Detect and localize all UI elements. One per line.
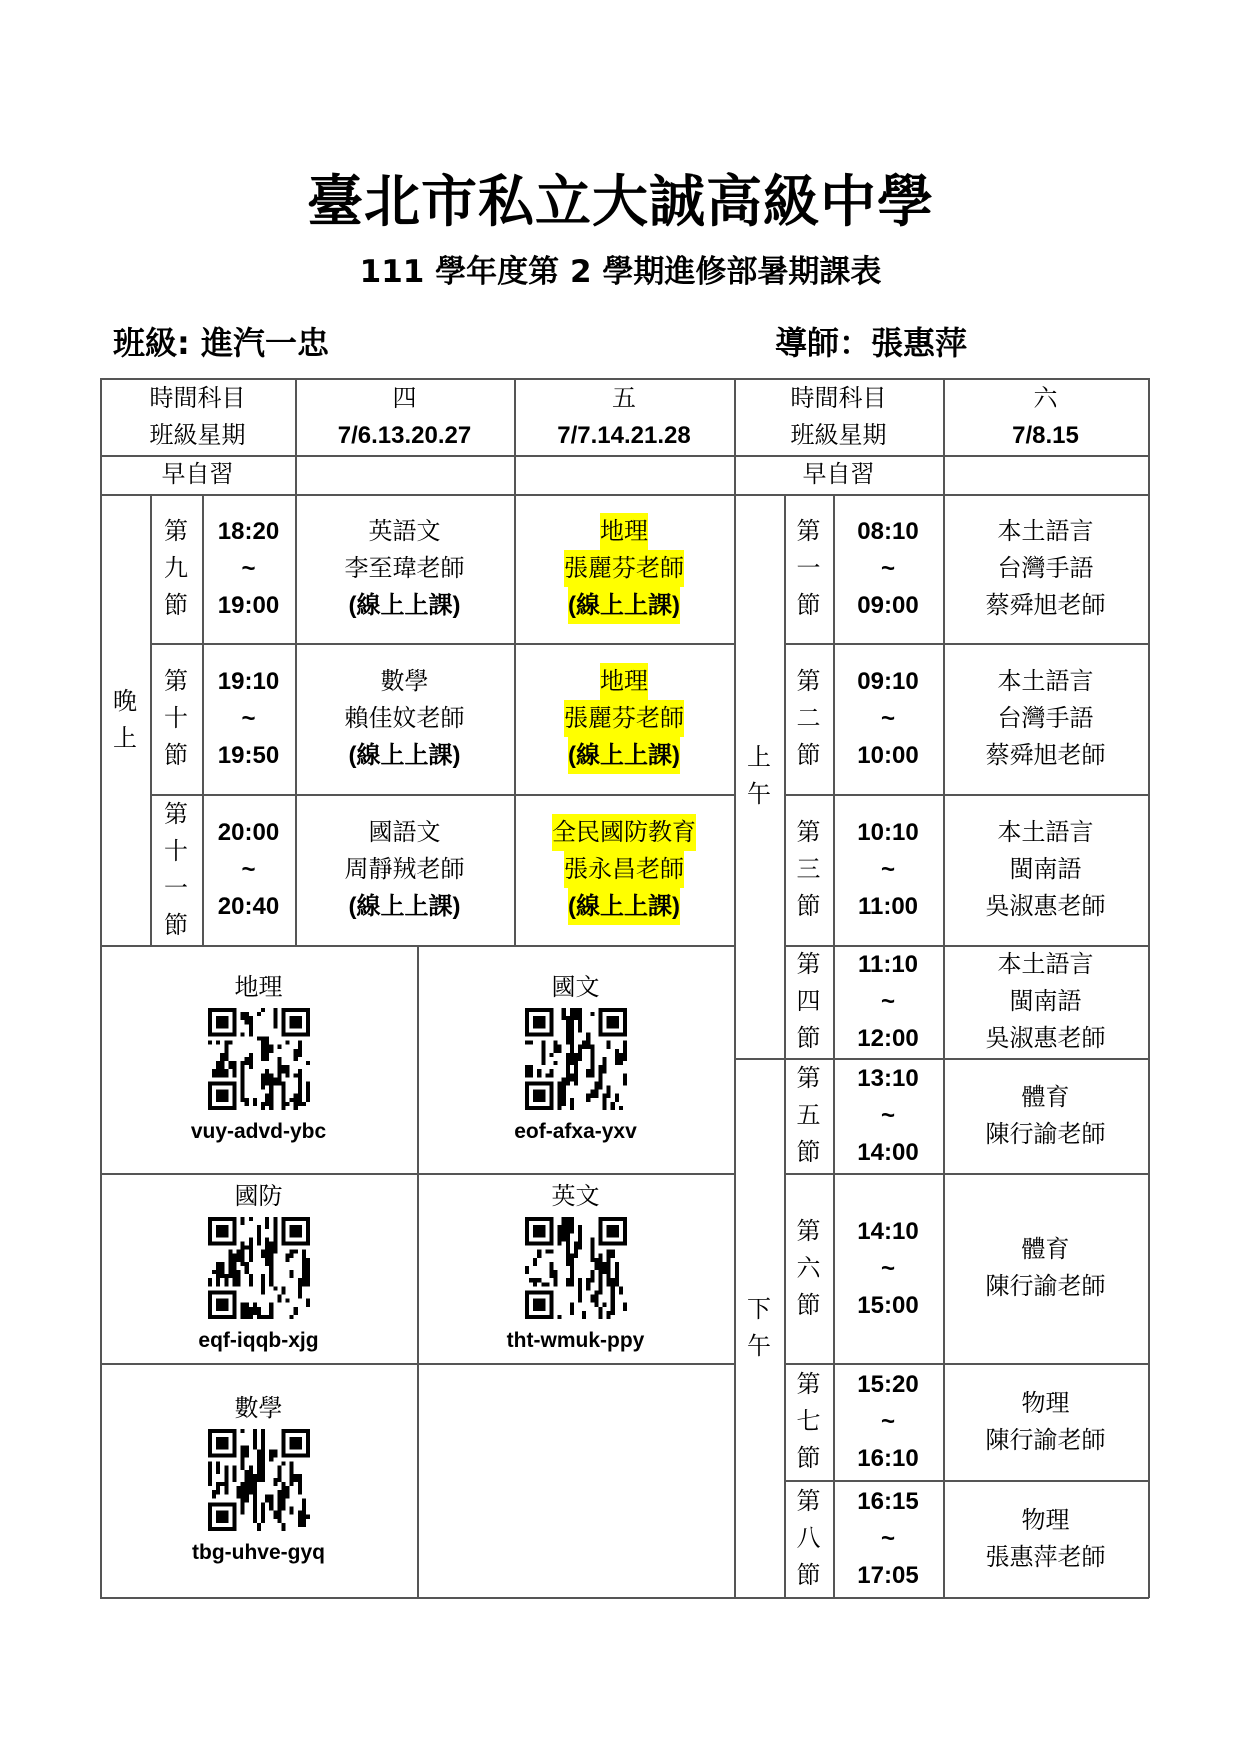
qr-code-cell[interactable] xyxy=(100,945,417,1173)
end-time: 19:00 xyxy=(217,592,280,619)
afternoon-label-char: 下 xyxy=(747,1294,771,1323)
saturday-course xyxy=(943,1480,1148,1597)
corner-header-top: 時間科目 xyxy=(149,383,246,412)
course-line: 閩南語 xyxy=(1009,855,1082,883)
time-cell xyxy=(833,794,943,945)
thursday-header xyxy=(295,378,514,455)
end-time: 11:00 xyxy=(857,893,919,920)
qr-code-cell[interactable] xyxy=(100,1173,417,1363)
saturday-course xyxy=(943,494,1148,643)
period-char: 十 xyxy=(164,704,188,732)
friday-course xyxy=(514,794,734,945)
period-char: 第 xyxy=(164,517,188,545)
start-time: 09:10 xyxy=(857,668,919,695)
course-line: 體育 xyxy=(1021,1082,1070,1111)
meeting-code: eof-afxa-yxv xyxy=(514,1120,637,1143)
course-line: 台灣手語 xyxy=(997,704,1094,732)
time-tilde: ~ xyxy=(241,705,256,732)
period-cell xyxy=(784,1363,833,1480)
time-tilde: ~ xyxy=(880,1408,895,1435)
thursday-course xyxy=(295,794,514,945)
period-char: 第 xyxy=(796,1216,821,1245)
start-time: 19:10 xyxy=(217,668,280,695)
class-label: 班級: 進汽一忠 xyxy=(113,324,329,362)
friday-course xyxy=(514,494,734,643)
qr-code-cell[interactable] xyxy=(417,1173,734,1363)
period-char: 第 xyxy=(796,1487,821,1515)
evening-label xyxy=(100,494,150,945)
course-line: 蔡舜旭老師 xyxy=(985,741,1106,769)
course-line: 本土語言 xyxy=(997,667,1094,695)
period-char: 節 xyxy=(796,1561,821,1589)
corner-header-saturday xyxy=(734,378,943,455)
start-time: 16:15 xyxy=(857,1488,919,1515)
evening-label-char: 上 xyxy=(113,723,137,752)
qr-code-cell[interactable] xyxy=(417,945,734,1173)
table-grid-line xyxy=(1148,378,1150,1598)
saturday-dates: 7/8.15 xyxy=(1012,421,1079,449)
period-cell xyxy=(784,794,833,945)
course-line-highlighted: 張麗芬老師 xyxy=(564,550,684,587)
friday-header xyxy=(514,378,734,455)
morning-label-char: 上 xyxy=(747,743,771,771)
qr-subject-label: 數學 xyxy=(234,1394,283,1422)
qr-code-icon xyxy=(525,1217,627,1319)
course-line-highlighted: (線上上課) xyxy=(568,737,680,774)
thursday-course xyxy=(295,494,514,643)
qr-subject-label: 國防 xyxy=(234,1182,283,1210)
morning-study-label: 早自習 xyxy=(802,460,875,488)
period-cell xyxy=(150,794,202,945)
period-cell xyxy=(150,643,202,794)
time-tilde: ~ xyxy=(880,705,895,732)
course-line: 物理 xyxy=(1021,1388,1070,1417)
course-line: (線上上課) xyxy=(348,893,461,920)
period-char: 一 xyxy=(796,554,821,582)
course-line: 吳淑惠老師 xyxy=(985,1024,1106,1052)
course-line: 本土語言 xyxy=(997,950,1094,978)
qr-code-icon xyxy=(208,1008,310,1110)
meeting-code: tht-wmuk-ppy xyxy=(506,1329,645,1352)
period-char: 六 xyxy=(796,1253,821,1282)
time-cell xyxy=(833,945,943,1058)
qr-subject-label: 地理 xyxy=(234,973,283,1001)
friday-dates: 7/7.14.21.28 xyxy=(557,421,691,449)
end-time: 17:05 xyxy=(857,1562,919,1589)
thursday-dates: 7/6.13.20.27 xyxy=(337,421,472,449)
corner-header xyxy=(100,378,295,455)
course-line: 台灣手語 xyxy=(997,554,1094,582)
corner-header-bottom: 班級星期 xyxy=(790,420,887,449)
meeting-code: eqf-iqqb-xjg xyxy=(198,1329,319,1352)
period-char: 第 xyxy=(164,667,188,695)
thursday-label: 四 xyxy=(392,383,417,412)
course-line: 數學 xyxy=(380,667,429,695)
period-char: 五 xyxy=(796,1101,821,1129)
course-line: 陳行諭老師 xyxy=(985,1119,1106,1148)
saturday-course xyxy=(943,643,1148,794)
period-char: 節 xyxy=(796,1138,821,1166)
morning-study-left xyxy=(100,455,295,494)
morning-study-label: 早自習 xyxy=(161,460,234,488)
saturday-course xyxy=(943,1363,1148,1480)
course-line-highlighted: 張永昌老師 xyxy=(564,851,684,888)
morning-study-right xyxy=(734,455,943,494)
course-line-highlighted: 地理 xyxy=(600,663,648,700)
period-char: 第 xyxy=(796,517,821,545)
end-time: 19:50 xyxy=(217,742,280,769)
period-char: 節 xyxy=(164,910,188,939)
afternoon-label-char: 午 xyxy=(747,1331,771,1360)
tutor-label: 導師：張惠萍 xyxy=(775,324,968,362)
end-time: 09:00 xyxy=(857,592,919,619)
period-char: 節 xyxy=(796,1444,821,1472)
friday-course xyxy=(514,643,734,794)
period-char: 十 xyxy=(164,836,188,865)
saturday-course xyxy=(943,1058,1148,1173)
time-cell xyxy=(833,643,943,794)
saturday-course xyxy=(943,1173,1148,1363)
period-char: 七 xyxy=(796,1407,821,1435)
period-char: 節 xyxy=(164,741,188,769)
meeting-code: vuy-advd-ybc xyxy=(190,1120,327,1143)
start-time: 15:20 xyxy=(857,1371,919,1398)
afternoon-label xyxy=(734,1058,784,1597)
time-tilde: ~ xyxy=(880,988,895,1015)
period-char: 四 xyxy=(796,987,821,1015)
course-line-highlighted: 地理 xyxy=(600,513,648,550)
period-char: 二 xyxy=(796,704,821,732)
time-cell xyxy=(202,494,295,643)
course-line: 體育 xyxy=(1021,1235,1070,1263)
end-time: 20:40 xyxy=(217,893,280,920)
course-line: 英語文 xyxy=(368,517,441,545)
time-cell xyxy=(833,1363,943,1480)
end-time: 15:00 xyxy=(857,1291,919,1319)
course-line-highlighted: 全民國防教育 xyxy=(552,814,696,851)
evening-label-char: 晚 xyxy=(113,686,137,715)
period-char: 節 xyxy=(796,591,821,619)
time-tilde: ~ xyxy=(880,1102,895,1129)
course-line: 吳淑惠老師 xyxy=(985,892,1106,920)
time-cell xyxy=(833,1480,943,1597)
corner-header-bottom: 班級星期 xyxy=(149,420,246,449)
course-line: 物理 xyxy=(1021,1505,1070,1534)
morning-label-char: 午 xyxy=(747,780,771,808)
course-line-highlighted: (線上上課) xyxy=(568,587,680,624)
start-time: 18:20 xyxy=(217,518,280,545)
period-char: 第 xyxy=(796,667,821,695)
end-time: 10:00 xyxy=(857,742,919,769)
period-char: 節 xyxy=(796,1024,821,1052)
thursday-course xyxy=(295,643,514,794)
schedule-subtitle: 111 學年度第 2 學期進修部暑期課表 xyxy=(359,254,882,290)
course-line: 陳行諭老師 xyxy=(985,1425,1106,1454)
start-time: 14:10 xyxy=(857,1217,919,1245)
time-cell xyxy=(833,1058,943,1173)
time-cell xyxy=(202,794,295,945)
period-char: 第 xyxy=(796,1370,821,1398)
course-line: 閩南語 xyxy=(1009,987,1082,1015)
period-cell xyxy=(150,494,202,643)
time-tilde: ~ xyxy=(241,555,256,582)
period-cell xyxy=(784,945,833,1058)
table-grid-line xyxy=(100,1597,1149,1599)
period-char: 九 xyxy=(164,554,188,582)
period-char: 節 xyxy=(796,741,821,769)
time-tilde: ~ xyxy=(880,1525,895,1552)
period-char: 八 xyxy=(796,1524,821,1552)
school-title: 臺北市私立大誠高級中學 xyxy=(307,170,934,235)
qr-code-icon xyxy=(208,1429,310,1531)
course-line: (線上上課) xyxy=(348,742,461,769)
time-cell xyxy=(202,643,295,794)
time-cell xyxy=(833,1173,943,1363)
course-line: 本土語言 xyxy=(997,517,1094,545)
start-time: 10:10 xyxy=(857,819,919,846)
period-cell xyxy=(784,1480,833,1597)
qr-code-icon xyxy=(525,1008,627,1110)
end-time: 16:10 xyxy=(857,1445,919,1472)
saturday-course xyxy=(943,794,1148,945)
qr-code-cell[interactable] xyxy=(100,1363,417,1597)
meeting-code: tbg-uhve-gyq xyxy=(192,1541,325,1564)
period-char: 第 xyxy=(796,1064,821,1092)
course-line: 國語文 xyxy=(368,818,441,846)
saturday-label: 六 xyxy=(1033,383,1058,412)
corner-header-top: 時間科目 xyxy=(790,383,887,412)
course-line: 張惠萍老師 xyxy=(985,1542,1106,1571)
qr-subject-label: 英文 xyxy=(551,1182,600,1210)
start-time: 20:00 xyxy=(217,819,280,846)
time-tilde: ~ xyxy=(880,1254,895,1282)
course-line: 蔡舜旭老師 xyxy=(985,591,1106,619)
course-line-highlighted: 張麗芬老師 xyxy=(564,700,684,737)
period-char: 三 xyxy=(796,855,821,883)
period-char: 第 xyxy=(164,799,188,828)
time-tilde: ~ xyxy=(880,555,895,582)
period-char: 第 xyxy=(796,950,821,978)
period-char: 節 xyxy=(164,591,188,619)
course-line: 陳行諭老師 xyxy=(985,1272,1106,1300)
morning-label xyxy=(734,494,784,1058)
course-line: (線上上課) xyxy=(348,592,461,619)
time-tilde: ~ xyxy=(880,856,895,883)
period-cell xyxy=(784,1173,833,1363)
start-time: 08:10 xyxy=(857,518,919,545)
period-cell xyxy=(784,643,833,794)
friday-label: 五 xyxy=(612,383,636,412)
end-time: 14:00 xyxy=(857,1139,919,1166)
qr-subject-label: 國文 xyxy=(551,973,600,1001)
qr-code-icon xyxy=(208,1217,310,1319)
time-cell xyxy=(833,494,943,643)
start-time: 11:10 xyxy=(857,951,919,978)
course-line: 賴佳妏老師 xyxy=(344,704,465,732)
period-char: 節 xyxy=(796,1290,821,1319)
period-char: 第 xyxy=(796,818,821,846)
period-cell xyxy=(784,1058,833,1173)
end-time: 12:00 xyxy=(857,1025,919,1052)
saturday-header xyxy=(943,378,1148,455)
course-line: 周靜羢老師 xyxy=(344,855,465,883)
time-tilde: ~ xyxy=(241,856,256,883)
period-char: 節 xyxy=(796,892,821,920)
period-cell xyxy=(784,494,833,643)
saturday-course xyxy=(943,945,1148,1058)
start-time: 13:10 xyxy=(857,1065,919,1092)
course-line: 本土語言 xyxy=(997,818,1094,846)
course-line: 李至瑋老師 xyxy=(344,554,465,582)
period-char: 一 xyxy=(164,873,188,902)
course-line-highlighted: (線上上課) xyxy=(568,888,680,925)
